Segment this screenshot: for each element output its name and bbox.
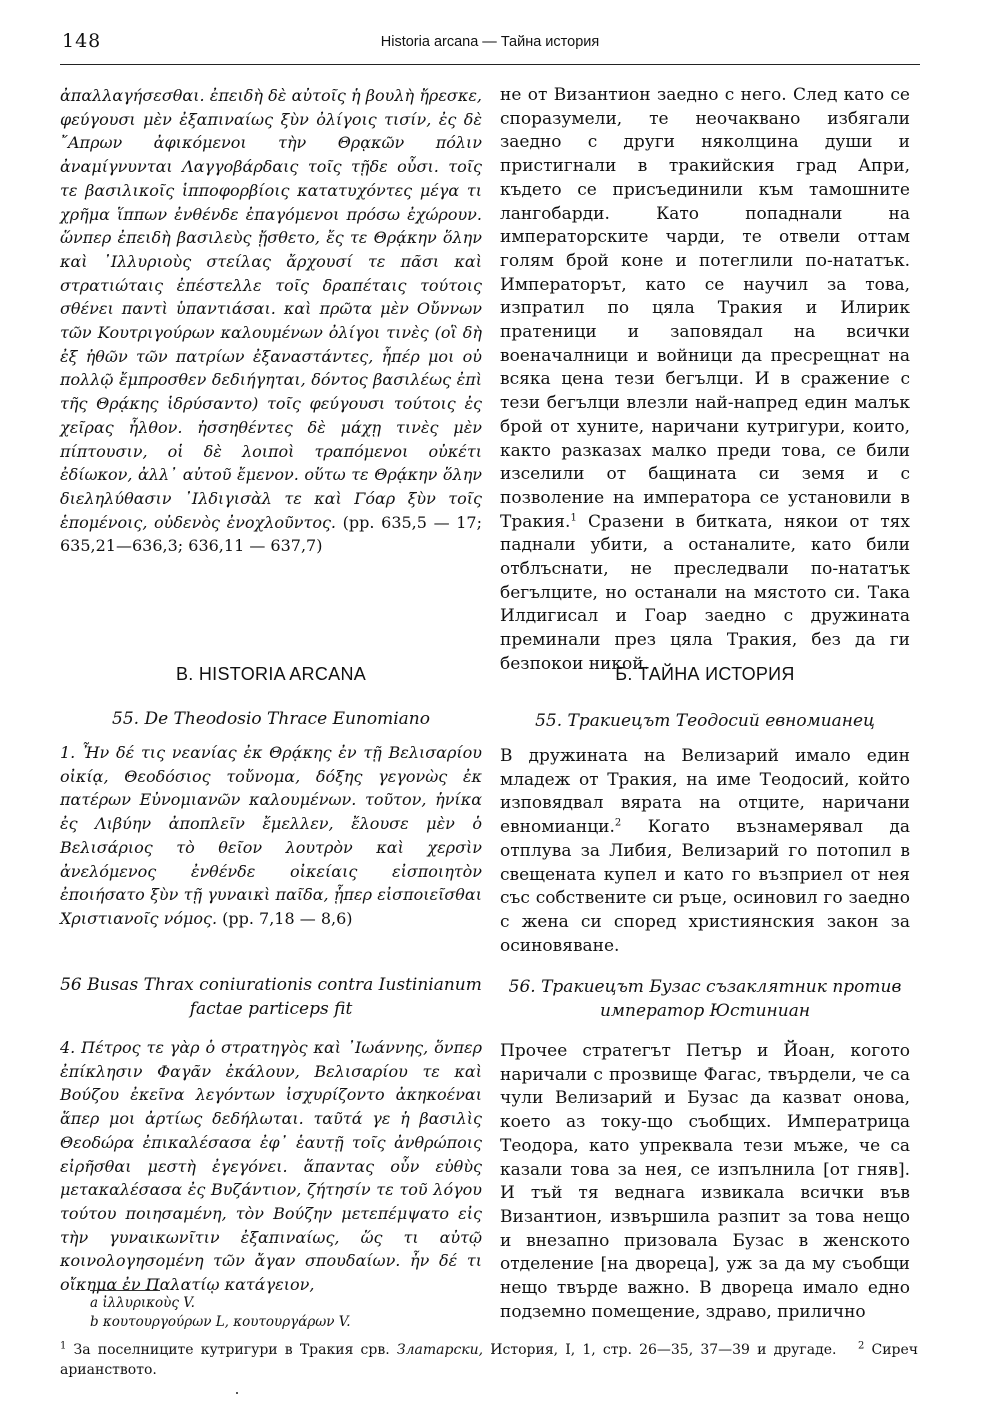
chapter-56-greek-text: 4. Πέτρος τε γὰρ ὁ στρατηγὸς καὶ ᾿Ιωάννης, ὅνπερ ἐπίκλησιν Φαγᾶν ἐκάλουν, Βελισαρίου τε καὶ Βούζου ἐκεῖνα λεγόντων ἰσχυρίζοντο ἀκηκοέναι ἅπερ μοι ἀρτίως δεδήλωται. ταῦτά γε ἡ βασιλὶς Θεοδώρα ἐπικαλέσασα ἐφ᾿ ἑαυτῇ τοῖς ἀνθρώποις εἰρῆσθαι μεστὴ ἐγεγόνει. ἅπαντας οὖν εὐθὺς μετακαλέσασα ἐς Βυζάντιον, ζήτησίν τε τοῦ λόγου τούτου ποιησαμένη, τὸν Βούζην μετεπέμψατο εἰς τὴν γυναικωνῖτιν ἐξαπιναίως, ὥς τι αὐτῷ κοινολογησομένη τῶν ἄγαν σπουδαίων. ἦν δέ τι οἴκημα ἐν Παλατίῳ κατάγειον, xyxy=(60,1038,482,1295)
section-heading-bulgarian: Б. ТАЙНА ИСТОРИЯ xyxy=(615,664,795,684)
running-title: Historia arcana — Тайна история xyxy=(380,34,600,50)
footnote-1-ref: История, I, 1, стр. 26—35, 37—39 и другаде. xyxy=(490,1342,837,1358)
page-header xyxy=(60,30,920,66)
footnote-1 xyxy=(60,1342,836,1358)
chapter-55-bulgarian-text xyxy=(500,745,910,958)
bulgarian-column-top xyxy=(500,84,910,677)
page-footnotes xyxy=(60,1340,918,1380)
apparatus-note-b: b κουτουργούρων L, κουτουργάρων V. xyxy=(90,1314,351,1330)
bulgarian-text-top xyxy=(500,84,910,677)
footnote-2-mark: 2 xyxy=(857,1340,865,1352)
bulgarian-passage-cont: Когато възнамерявал да отплува за Либия, Велизарий го потопил в свещената купел и като го възприел от нея със собствените си ръце, осиновил го заедно с жена си според християнския закон за осиновяване. xyxy=(500,817,910,956)
chapter-56-bulgarian xyxy=(500,1040,910,1324)
bulgarian-passage: не от Византион заедно с него. След като се споразумели, те неочаквано избягали заедно с други няколцина души и пристигнали в тракийския град Апри, където се присъединили към тамошните лангобарди. Като попаднали на императорските чарди, те отвели оттам голям брой коне и потеглили по-нататък. Императорът, като се научил за това, изпратил по цяла Тракия и Илирик пратеници и заповядал на всички военачалници и войници да пресрещнат на всяка цена тези бегълци. И в сражение с тези бегълци влезли най-напред един малък брой от хуните, наричани кутригури, които, както разказах малко преди това, се били изселили от бащината си земя и с позволение на императора се установили в Тракия. xyxy=(500,85,910,532)
greek-apparatus xyxy=(90,1294,482,1332)
page-number: 148 xyxy=(62,30,102,52)
footnote-1-text: За поселниците кутригури в Тракия срв. xyxy=(73,1342,390,1358)
chapter-56-bulgarian-text: Прочее стратегът Петър и Йоан, когото наричали с прозвище Фагас, твърдели, че са чули Велизарий и Бузас да казват онова, което аз току-що съобщих. Императрица Теодора, като упреквала тези мъже, че са казали това за нея, се изпълнила [от гняв]. И тъй тя веднага извикала всички във Византион, извършила разпит за това нещо и внезапно призовала Бузас в женското отделение [на двореца], уж за да му съобщи нещо твърде важно. В двореца имало едно подземно помещение, здраво, прилично xyxy=(500,1041,910,1322)
footnote-mark: 2 xyxy=(614,817,622,829)
greek-column-top xyxy=(60,84,482,558)
chapter-55-bulgarian-title: 55. Тракиецът Теодосий евномианец xyxy=(535,711,875,731)
chapter-55-greek xyxy=(60,741,482,931)
footnote-2-text: Сиреч арианството. xyxy=(60,1342,919,1378)
chapter-55-latin-title: 55. De Theodosio Thrace Eunomiano xyxy=(112,709,430,729)
chapter-56-latin-title: 56 Busas Thrax coniurationis contra Iustinianum factae particeps fit xyxy=(60,975,482,1019)
chapter-56-greek xyxy=(60,1036,482,1297)
greek-citation: (pp. 7,18 — 8,6) xyxy=(222,908,353,928)
greek-text-top xyxy=(60,84,482,558)
bulgarian-passage-cont: Сразени в битката, някои от тях паднали убити, а останалите, като били отблъснати, не преследвали по-нататък бегълците, но останали на мястото си. Така Илдигисал и Гоар заедно с дружината преминали през цяла Тракия, без да ги безпокои никой. xyxy=(500,511,910,674)
greek-citation: (pp. 635,5 — 17; 635,21—636,3; 636,11 — 637,7) xyxy=(60,512,483,556)
greek-passage: ἀπαλλαγήσεσθαι. ἐπειδὴ δὲ αὐτοῖς ἡ βουλὴ ἤρεσκε, φεύγουσι μὲν ἐξαπιναίως ξὺν ὀλίγοις τισίν, ἐς δὲ ῎Απρων ἀφικόμενοι τὴν Θρᾳκῶν πόλιν ἀναμίγνυνται Λαγγοβάρδαις τοῖς τῇδε οὖσι. τοῖς τε βασιλικοῖς ἱπποφορβίοις κατατυχόντες μέγα τι χρῆμα ἵππων ἐνθένδε ἐπαγόμενοι πρόσω ἐχώρουν. ὥνπερ ἐπειδὴ βασιλεὺς ᾔσθετο, ἔς τε Θρᾴκην ὅλην καὶ ᾿Ιλλυριοὺς στείλας ἄρχουσί τε πᾶσι καὶ στρατιώταις ἐπέστελλε τοῖς δραπέταις τούτοις σθένει παντὶ ὑπαντιάσαι. καὶ πρῶτα μὲν Οὔννων τῶν Κουτριγούρων καλουμένων ὀλίγοι τινὲς (οἳ δὴ ἐξ ἠθῶν τῶν πατρίων ἐξαναστάντες, ἧπέρ μοι οὐ πολλῷ ἔμπροσθεν δεδιήγηται, δόντος βασιλέως ἐπὶ τῆς Θρᾴκης ἱδρύσαντο) τοῖς φεύγουσι τούτοις ἐς χεῖρας ἦλθον. ἡσσηθέντες δὲ μάχῃ τινὲς μὲν πίπτουσιν, οἱ δὲ λοιποὶ τραπόμενοι οὐκέτι ἐδίωκον, ἀλλ᾿ αὐτοῦ ἔμενον. οὕτω τε Θρᾴκην ὅλην διεληλύθασιν ᾿Ιλδιγισὰλ τε καὶ Γόαρ ξὺν τοῖς ἑπομένοις, οὐδενὸς ἐνοχλοῦντος. xyxy=(60,86,482,532)
print-speck xyxy=(236,1392,238,1394)
footnote-1-mark: 1 xyxy=(60,1340,67,1352)
chapter-56-bulgarian-title: 56. Тракиецът Бузас съзаклятник против император Юстиниан xyxy=(508,977,902,1021)
apparatus-rule xyxy=(90,1290,160,1291)
footnote-mark: 1 xyxy=(570,512,577,523)
header-rule xyxy=(60,64,920,65)
chapter-55-bulgarian xyxy=(500,745,910,958)
chapter-55-greek-text xyxy=(60,741,482,931)
bulgarian-passage: В дружината на Велизарий имало един младеж от Тракия, на име Теодосий, който изповядвал вярата на отците, наричани евномианци. xyxy=(500,746,910,838)
footnote-1-author: Златарски, xyxy=(396,1342,484,1358)
apparatus-note-a: a ἰλλυρικοὺς V. xyxy=(90,1295,195,1311)
greek-passage: 1. Ἦν δέ τις νεανίας ἐκ Θρᾴκης ἐν τῇ Βελισαρίου οἰκίᾳ, Θεοδόσιος τοὔνομα, δόξης γεγονὼς ἐκ πατέρων Εὐνομιανῶν καλουμένων. τοῦτον, ἡνίκα ἐς Λιβύην ἀποπλεῖν ἔμελλεν, ἔλουσε μὲν ὁ Βελισάριος τὸ θεῖον λουτρὸν καὶ χερσὶν ἀνελόμενος ἐνθένδε οἰκείαις εἰσποιητὸν ἐποιήσατο ξὺν τῇ γυναικὶ παῖδα, ᾗπερ εἰσποιεῖσθαι Χριστιανοῖς νόμος. xyxy=(60,743,482,928)
section-heading-latin: B. HISTORIA ARCANA xyxy=(175,664,367,684)
